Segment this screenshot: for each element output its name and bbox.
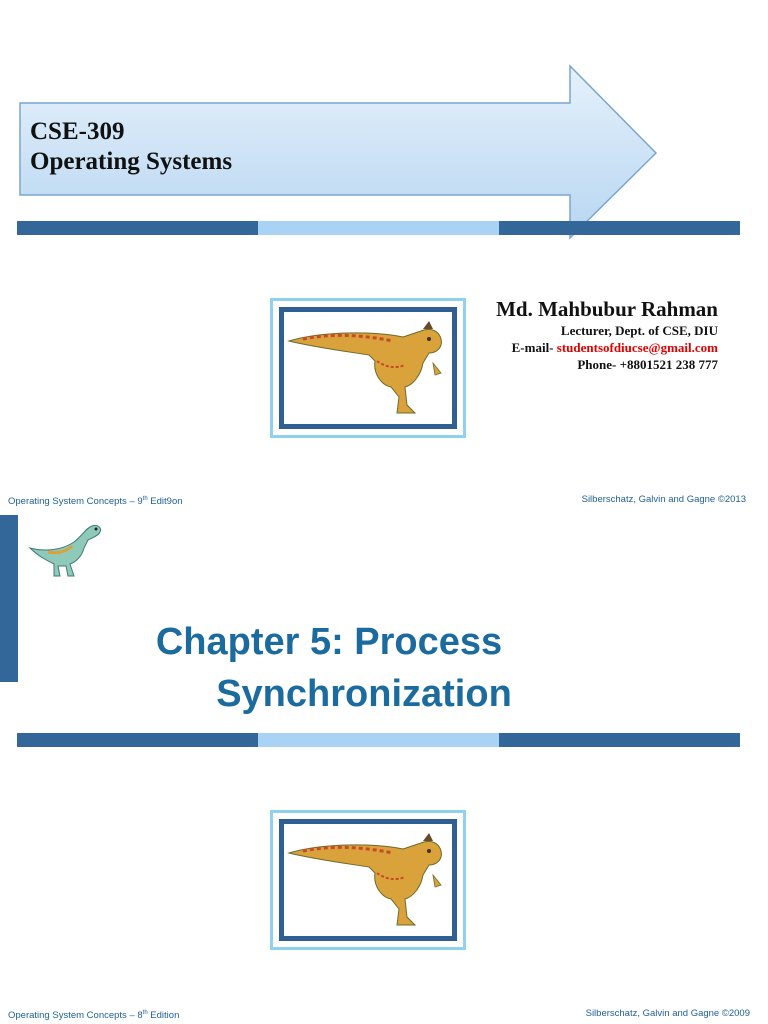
stripe-bar <box>17 221 740 235</box>
dinosaur-icon <box>273 301 463 435</box>
footer-left-text-end: Edition <box>147 1010 180 1022</box>
chapter-title <box>0 616 768 720</box>
presenter-email-line <box>496 339 718 356</box>
footer-left-sup: th <box>142 1010 148 1016</box>
course-name: Operating Systems <box>30 148 233 175</box>
footer-left-text: Operating System Concepts – 8 <box>8 1010 143 1022</box>
stripe-bar <box>17 733 740 747</box>
footer-left <box>8 1010 179 1021</box>
dinosaur-image-frame <box>270 298 466 438</box>
footer-left-text: Operating System Concepts – 9 <box>8 496 143 508</box>
footer-right: Silberschatz, Galvin and Gagne ©2009 <box>585 1008 750 1019</box>
dinosaur-image-frame <box>270 810 466 950</box>
email-label: E-mail- <box>511 340 557 355</box>
presenter-info <box>496 296 718 373</box>
slide-2 <box>0 512 768 1024</box>
footer-left-text-end: Edit9on <box>147 496 183 508</box>
footer-left-sup: th <box>142 496 148 502</box>
email-link[interactable]: studentsofdiucse@gmail.com <box>556 340 718 355</box>
dinosaur-icon <box>273 813 463 947</box>
small-dinosaur-icon <box>26 518 118 578</box>
chapter-title-line2: Synchronization <box>216 673 512 715</box>
presenter-name: Md. Mahbubur Rahman <box>496 297 718 321</box>
presenter-phone: Phone- +8801521 238 777 <box>577 357 718 372</box>
chapter-title-line1: Chapter 5: Process <box>155 621 503 663</box>
footer-right: Silberschatz, Galvin and Gagne ©2013 <box>581 494 746 505</box>
footer-left <box>8 496 183 507</box>
presenter-title: Lecturer, Dept. of CSE, DIU <box>560 323 718 338</box>
course-heading <box>30 117 232 177</box>
course-code: CSE-309 <box>30 118 125 145</box>
